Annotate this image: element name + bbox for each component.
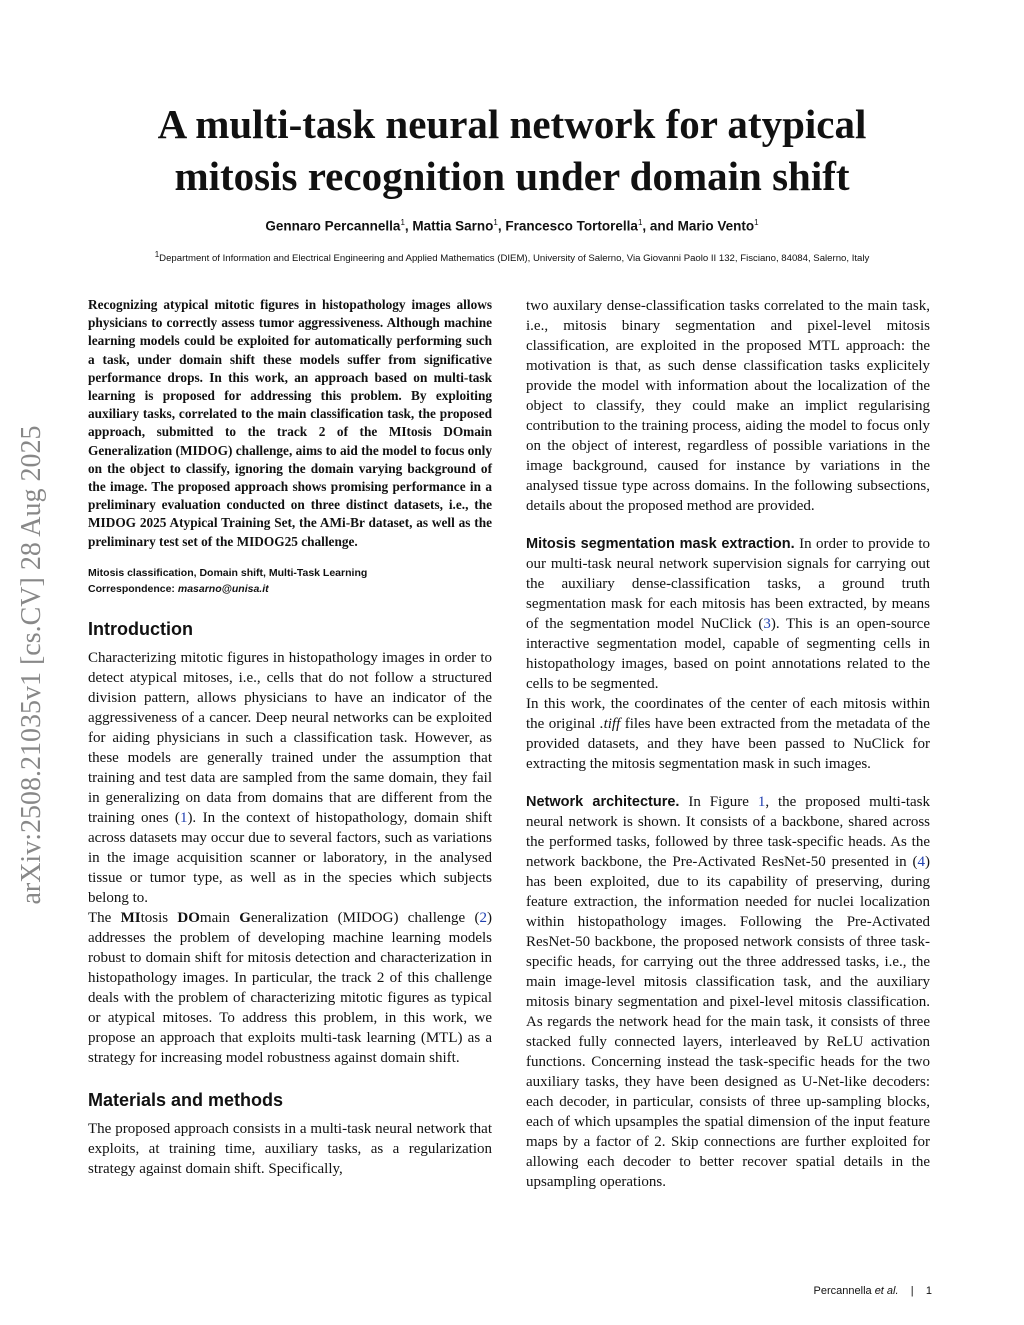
affiliation-mark: 1 (154, 250, 160, 259)
author-name: Francesco Tortorella (505, 218, 638, 234)
page-footer (814, 1285, 932, 1297)
segmentation-text: In this work, the coordinates of the center of each mitosis within the original (526, 696, 930, 732)
network-paragraph (526, 792, 930, 1192)
author-affil-mark: 1 (637, 218, 643, 227)
left-column (88, 296, 492, 1179)
segmentation-text: ). This is an open-source interactive segmentation model, capable of segmenting cells in histopathology images, based on point annotations related to the cells to be segmented. (526, 616, 930, 692)
author-affil-mark: 1 (493, 218, 498, 227)
author-separator: , (497, 218, 506, 234)
acronym-letter: DO (177, 909, 200, 926)
keywords-block (88, 565, 492, 597)
methods-paragraph-1: The proposed approach consists in a multi-task neural network that exploits, at training time, auxiliary tasks, as a regularization strategy against domain shift. Specifically, (88, 1120, 492, 1177)
affiliation (40, 250, 984, 264)
file-extension: .tiff (599, 716, 621, 732)
correspondence-email[interactable]: masarno@unisa.it (177, 582, 269, 595)
intro-paragraph-2 (88, 908, 492, 1068)
intro-text: The (88, 909, 121, 926)
footer-etal: et al. (874, 1285, 899, 1297)
paragraph-title-network: Network architecture. (526, 794, 680, 810)
acronym-letter: MI (120, 909, 141, 926)
author-separator: , and (642, 218, 678, 234)
citation-link[interactable]: 2 (479, 909, 487, 926)
affiliation-text: Department of Information and Electrical Engineering and Applied Mathematics (DIEM), University of Salerno, Via Giovanni Paolo II 132, Fisciano, 84084, Salerno, Italy (159, 253, 870, 265)
intro-text: eneralization (MIDOG) challenge ( (250, 909, 480, 926)
author-affil-mark: 1 (400, 218, 405, 227)
right-column (526, 296, 930, 1192)
page-number: 1 (925, 1285, 932, 1297)
title-line-2: mitosis recognition under domain shift (174, 153, 850, 199)
citation-link[interactable]: 1 (179, 809, 188, 826)
segmentation-paragraph-2 (526, 694, 930, 774)
keywords: Mitosis classification, Domain shift, Multi-Task Learning (88, 566, 368, 579)
author-name: Mattia Sarno (412, 218, 494, 234)
intro-text: main (199, 909, 240, 926)
citation-link[interactable]: 3 (763, 616, 771, 632)
author-list (60, 218, 964, 234)
abstract: Recognizing atypical mitotic figures in histopathology images allows physicians to correctly assess tumor aggressiveness. Although machine learning models could be exploited for automatically performing such a task, under domain shift these models suffer from significative performance drops. In this work, an approach based on multi-task learning is proposed for addressing this problem. By exploiting auxiliary tasks, correlated to the main classification task, the proposed approach, submitted to the track 2 of the MItosis DOmain Generalization (MIDOG) challenge, aims to aid the model to focus only on the object to classify, ignoring the domain varying background of the image. The proposed approach shows promising performance in a preliminary evaluation conducted on three distinct datasets, i.e., the MIDOG 2025 Atypical Training Set, the AMi-Br dataset, as well as the preliminary test set of the MIDOG25 challenge. (88, 297, 492, 549)
author-separator: , (404, 218, 413, 234)
segmentation-text: In order to provide to our multi-task neural network supervision signals for carrying out the auxiliary dense-classification tasks, a ground truth segmentation mask for each mitosis has been extracted, by means of the segmentation model NuClick ( (526, 536, 930, 632)
intro-text: ) addresses the problem of developing machine learning models robust to domain shift for mitosis detection and characterization in histopathology images. In particular, the track 2 of this challenge deals with the problem of characterizing mitotic figures as typical or atypical mitoses. To address this problem, in this work, we propose an approach that exploits multi-task learning (MTL) as a strategy for increasing model robustness against domain shift. (88, 909, 492, 1066)
correspondence (88, 581, 492, 597)
arxiv-identifier-stamp: arXiv:2508.21035v1 [cs.CV] 28 Aug 2025 (16, 425, 47, 905)
title-line-1: A multi-task neural network for atypical (157, 101, 867, 147)
section-heading-methods: Materials and methods (88, 1089, 284, 1110)
network-text: In Figure (679, 794, 758, 810)
intro-text: Characterizing mitotic figures in histopathology images in order to detect atypical mitoses, i.e., cells that do not follow a structured division pattern, allows physicians to have an indicator of the aggressiveness of a cancer. Deep neural networks can be exploited for aiding physicians in such a classification task. However, as these models are generally trained under the assumption that training and test data are sampled from the same domain, they fail in generalizing on data from domains that are different from the training ones ( (88, 649, 492, 826)
figure-link[interactable]: 1 (757, 794, 766, 810)
intro-paragraph-1 (88, 648, 492, 908)
footer-author: Percannella (813, 1285, 875, 1297)
paragraph-title-segmentation: Mitosis segmentation mask extraction. (526, 536, 795, 552)
segmentation-paragraph-1 (526, 534, 930, 694)
network-text: , the proposed multi-task neural network is shown. It consists of a backbone, shared across the performed tasks, followed by three task-specific heads. As the network backbone, the Pre-Activated ResNet-50 presented in ( (526, 794, 930, 870)
author-name: Mario Vento (677, 218, 755, 234)
citation-link[interactable]: 4 (917, 854, 925, 870)
correspondence-label: Correspondence: (88, 582, 178, 595)
paper-title (60, 98, 964, 202)
author-affil-mark: 1 (754, 218, 759, 227)
intro-text: tosis (140, 909, 178, 926)
methods-paragraph-continued: two auxilary dense-classification tasks correlated to the main task, i.e., mitosis binary segmentation and pixel-level mitosis classification, are exploited in the proposed MTL approach: the motivation is that, as such dense classification tasks explicitely provide the model with information about the localization of the object to classify, they could make an implict regularising contribution to the training process, aiding the model to focus only on the object of interest, regardless of possible variations in the image background, caused for instance by variations in the analysed tissue type across domains. In the following subsections, details about the proposed method are provided. (526, 298, 930, 514)
intro-text: ). In the context of histopathology, domain shift across datasets may occur due to several factors, such as variations in the image acquisition scanner or laboratory, in the analysed tissue or tumor type, as well as in the species which subjects belong to. (88, 809, 492, 906)
acronym-letter: G (239, 909, 251, 926)
footer-separator: | (910, 1285, 914, 1297)
section-heading-introduction: Introduction (88, 618, 193, 639)
author-name: Gennaro Percannella (265, 218, 401, 234)
segmentation-text: files have been extracted from the metadata of the provided datasets, and they have been passed to NuClick for extracting the mitosis segmentation mask in such images. (526, 716, 930, 772)
network-text: ) has been exploited, due to its capability of preserving, during feature extraction, the information needed for nuclei localization within histopathology images. Following the Pre-Activated ResNet-50 backbone, the proposed network consists of three task-specific heads, for carrying out the three addressed tasks, i.e., the main image-level mitosis classification task, and the auxiliary mitosis binary segmentation and pixel-level mitosis classification. As regards the network head for the main task, it consists of three stacked fully connected layers, interleaved by ReLU activation functions. Concerning instead the task-specific heads for the two auxiliary tasks, they have been designed as U-Net-like decoders: each decoder, in particular, consists of three up-sampling blocks, each of which upsamples the spatial dimension of the input feature maps by a factor of 2. Skip connections are further exploited for allowing each decoder to better recover spatial details in the upsampling operations. (526, 854, 930, 1190)
